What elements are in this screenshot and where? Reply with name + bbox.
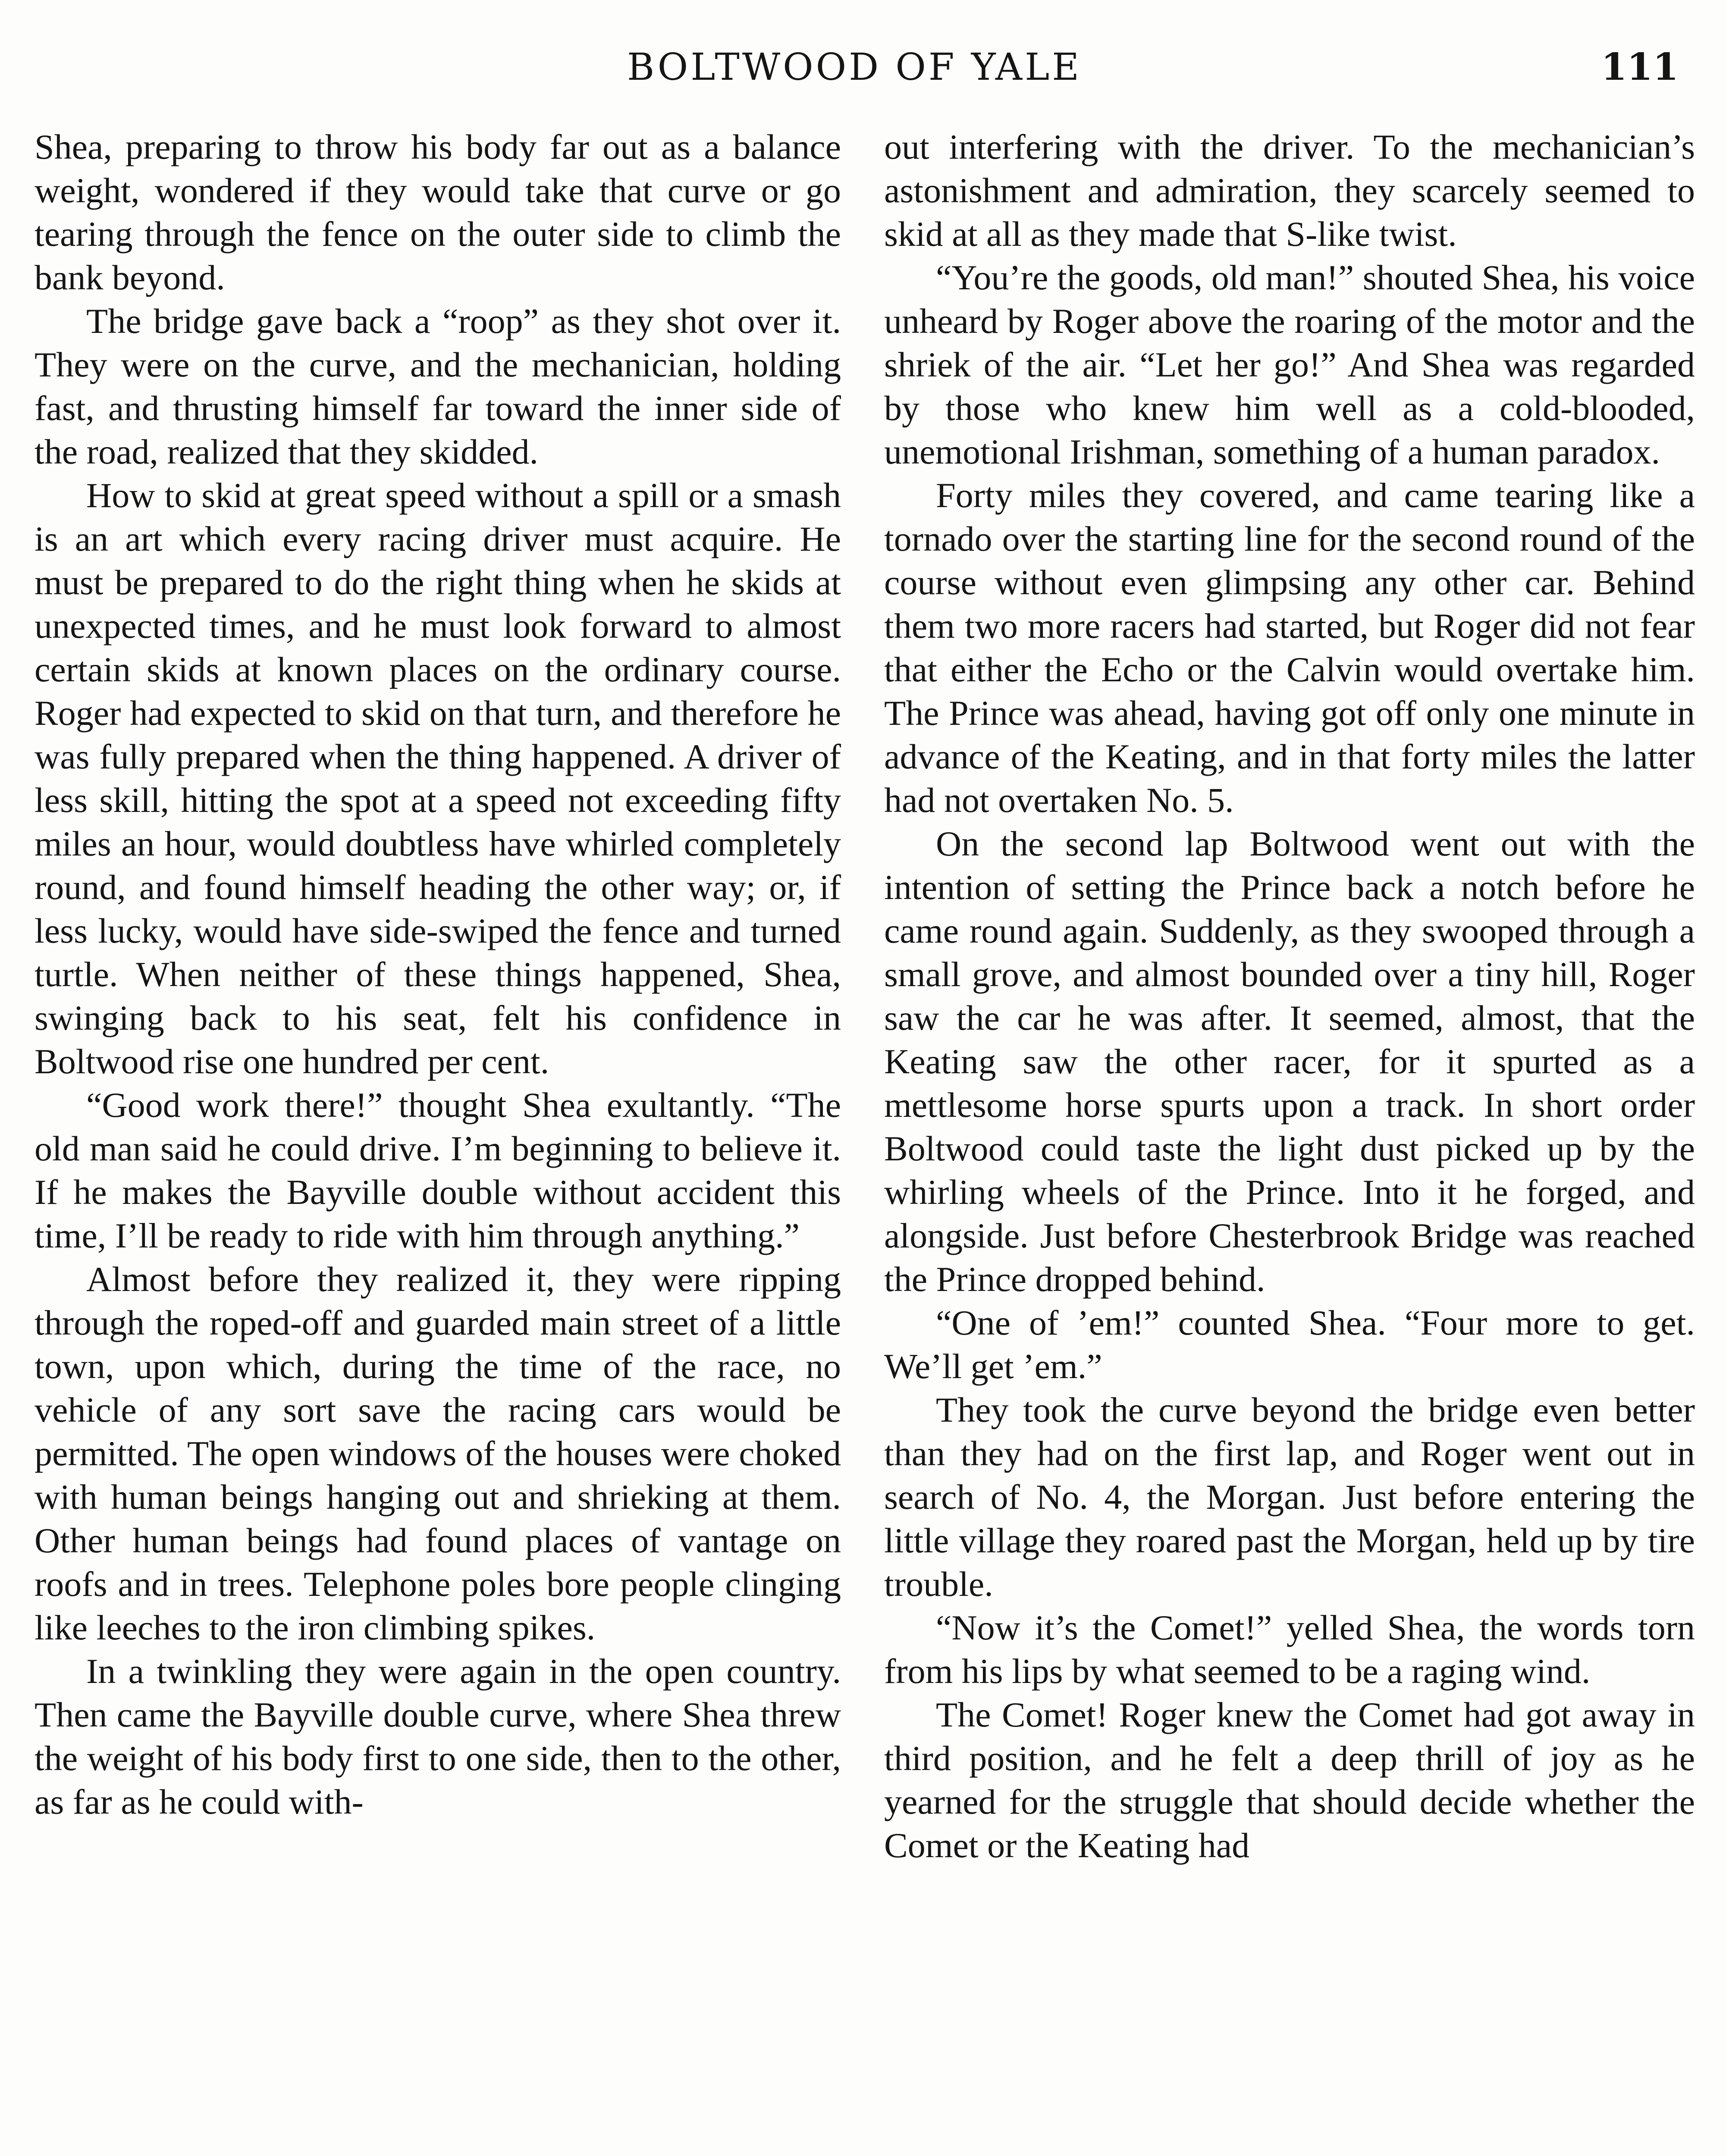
page-number: 111 xyxy=(1601,45,1679,89)
right-column xyxy=(884,125,1695,1867)
paragraph: Forty miles they covered, and came tearing like a tornado over the starting line for the second round of the course without even glimpsing any other car. Behind them two more racers had started, but Roger did not fear that either the Echo or the Calvin would overtake him. The Prince was ahead, having got off only one minute in advance of the Keating, and in that forty miles the latter had not overtaken No. 5. xyxy=(884,476,1695,820)
paragraph: “One of ’em!” counted Shea. “Four more to get. We’ll get ’em.” xyxy=(884,1303,1695,1386)
paragraph: How to skid at great speed without a spill or a smash is an art which every racing driver must acquire. He must be prepared to do the right thing when he skids at unexpected times, and he must look forward to almost certain skids at known places on the ordinary course. Roger had expected to skid on that turn, and therefore he was fully prepared when the thing happened. A driver of less skill, hitting the spot at a speed not exceeding fifty miles an hour, would doubtless have whirled completely round, and found himself heading the other way; or, if less lucky, would have side-swiped the fence and turned turtle. When neither of these things happened, Shea, swinging back to his seat, felt his confidence in Boltwood rise one hundred per cent. xyxy=(35,476,841,1081)
paragraph: “Now it’s the Comet!” yelled Shea, the words torn from his lips by what seemed to be a raging wind. xyxy=(884,1608,1695,1691)
paragraph: out interfering with the driver. To the mechanician’s astonishment and admiration, they scarcely seemed to skid at all as they made that S-like twist. xyxy=(884,127,1695,254)
paragraph: “Good work there!” thought Shea exultantly. “The old man said he could drive. I’m beginning to believe it. If he makes the Bayville double without accident this time, I’ll be ready to ride with him through anything.” xyxy=(35,1085,841,1255)
paragraph: The bridge gave back a “roop” as they shot over it. They were on the curve, and the mechanician, holding fast, and thrusting himself far toward the inner side of the road, realized that they skidded. xyxy=(35,301,841,471)
paragraph: “You’re the goods, old man!” shouted Shea, his voice unheard by Roger above the roaring of the motor and the shriek of the air. “Let her go!” And Shea was regarded by those who knew him well as a cold-blooded, unemotional Irishman, something of a human paradox. xyxy=(884,258,1695,471)
paragraph: Almost before they realized it, they were ripping through the roped-off and guarded main street of a little town, upon which, during the time of the race, no vehicle of any sort save the racing cars would be permitted. The open windows of the houses were choked with human beings hanging out and shrieking at them. Other human beings had found places of vantage on roofs and in trees. Telephone poles bore people clinging like leeches to the iron climbing spikes. xyxy=(35,1260,841,1647)
paragraph: The Comet! Roger knew the Comet had got away in third position, and he felt a deep thrill of joy as he yearned for the struggle that should decide whether the Comet or the Keating had xyxy=(884,1695,1695,1865)
running-title: BOLTWOOD OF YALE xyxy=(627,46,1082,89)
left-column xyxy=(35,125,841,1824)
paragraph: In a twinkling they were again in the open country. Then came the Bayville double curve, where Shea threw the weight of his body first to one side, then to the other, as far as he could with- xyxy=(35,1651,841,1821)
running-head xyxy=(30,41,1679,93)
paragraph: On the second lap Boltwood went out with the intention of setting the Prince back a notch before he came round again. Suddenly, as they swooped through a small grove, and almost bounded over a tiny hill, Roger saw the car he was after. It seemed, almost, that the Keating saw the other racer, for it spurted as a mettlesome horse spurts upon a track. In short order Boltwood could taste the light dust picked up by the whirling wheels of the Prince. Into it he forged, and alongside. Just before Chesterbrook Bridge was reached the Prince dropped behind. xyxy=(884,824,1695,1299)
paragraph: Shea, preparing to throw his body far out as a balance weight, wondered if they would take that curve or go tearing through the fence on the outer side to climb the bank beyond. xyxy=(35,127,841,297)
paragraph: They took the curve beyond the bridge even better than they had on the first lap, and Roger went out in search of No. 4, the Morgan. Just before entering the little village they roared past the Morgan, held up by tire trouble. xyxy=(884,1390,1695,1604)
